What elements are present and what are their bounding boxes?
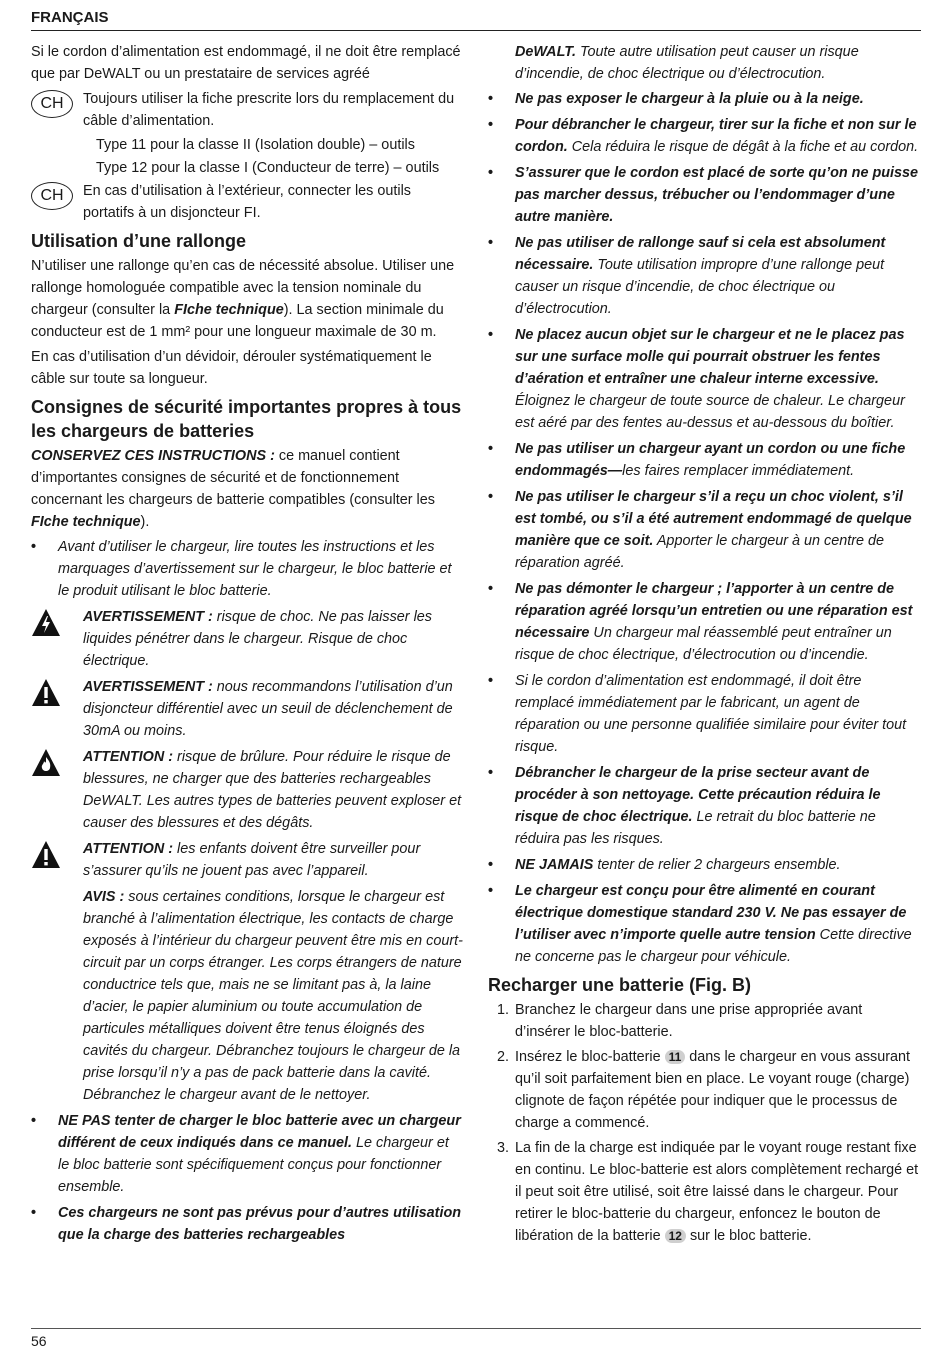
list-item: • NE JAMAIS tenter de relier 2 chargeurs ensemble. (488, 857, 841, 873)
safety-list-left-2 (31, 1110, 463, 1246)
list-item: • Ne pas utiliser de rallonge sauf si cela est absolument nécessaire. Toute utilisation impropre d’une rallonge peut causer un risque d’incendie, de choc électrique ou d’électrocution. (488, 235, 886, 317)
type11-line: Type 11 pour la classe II (Isolation double) – outils (96, 137, 415, 153)
list-item: • Ne pas démonter le chargeur ; l’apporter à un centre de réparation agréé lorsqu’un entretien ou une réparation est nécessaire Un chargeur mal réassemblé peut entraîner un risque de choc électrique, d’électrocution ou d’incendie. (488, 581, 913, 663)
language-label: FRANÇAIS (31, 9, 109, 26)
list-item: • Ne pas exposer le chargeur à la pluie ou à la neige. (488, 91, 864, 107)
electric-shock-warning-icon (31, 608, 61, 638)
heading-rallonge: Utilisation d’une rallonge (31, 231, 247, 251)
warning-triangle-icon (31, 840, 61, 870)
warning-rcd: AVERTISSEMENT : nous recommandons l’utilisation d’un disjoncteur différentiel avec un seuil de déclenchement de 30mA ou moins. (31, 676, 463, 742)
fiche-technique-ref: FIche technique (174, 302, 284, 318)
release-button-ref-badge: 12 (665, 1229, 686, 1243)
warning-shock: AVERTISSEMENT : risque de choc. Ne pas laisser les liquides pénétrer dans le chargeur. Risque de choc électrique. (31, 606, 463, 672)
warning-burn: ATTENTION : risque de brûlure. Pour réduire le risque de blessures, ne charger que des batteries rechargeables DeWALT. Les autres types de batteries peuvent exploser et causer des blessures et des dégâts. (31, 746, 463, 834)
heading-consignes: Consignes de sécurité importantes propres à tous les chargeurs de batteries (31, 397, 462, 441)
page-footer (31, 1328, 921, 1349)
left-column (31, 41, 463, 1250)
list-item: • Avant d’utiliser le chargeur, lire toutes les instructions et les marquages d’avertissement sur le chargeur, le bloc batterie et le produit utilisant le bloc batterie. (31, 539, 452, 599)
rallonge-paragraph: N’utiliser une rallonge qu’en cas de nécessité absolue. Utiliser une rallonge homologuée compatible avec la tension nominale du chargeur (consulter la FIche technique). La section minimale du conducteur est de 1 mm² pour une longueur maximale de 30 m. (31, 258, 455, 340)
heading-recharger: Recharger une batterie (Fig. B) (488, 975, 752, 995)
ch-note-text: Toujours utiliser la fiche prescrite lors du remplacement du câble d’alimentation. (83, 91, 455, 129)
ch-badge-icon: CH (31, 90, 73, 118)
list-item: 3. La fin de la charge est indiquée par le voyant rouge restant fixe en continu. Le bloc-batterie est alors complètement rechargé et il peut soit être utilisé, soit être laissé dans le chargeur. Pour retirer le bloc-batterie du chargeur, enfoncez le bouton de libération de la batterie 12 sur le bloc batterie. (497, 1140, 919, 1244)
page-number: 56 (31, 1333, 47, 1349)
battery-ref-badge: 11 (665, 1050, 686, 1064)
fiche-technique-ref: FIche technique (31, 514, 141, 530)
list-item: • Si le cordon d’alimentation est endommagé, il doit être remplacé immédiatement par le fabricant, un agent de réparation ou une personne qualifiée similaire pour éviter tout risque. (488, 673, 907, 755)
list-item: • Ces chargeurs ne sont pas prévus pour d’autres utilisation que la charge des batteries rechargeables (31, 1205, 462, 1243)
list-item: 2. Insérez le bloc-batterie 11 dans le chargeur en vous assurant qu’il soit parfaitement bien en place. Le voyant rouge (charge) clignote de façon répétée pour indiquer que le processus de charge a commencé. (497, 1049, 911, 1131)
list-item: 1. Branchez le chargeur dans une prise appropriée avant d’insérer le bloc-batterie. (497, 1002, 863, 1040)
cord-paragraph: Si le cordon d’alimentation est endommagé, il ne doit être remplacé que par DeWALT ou un prestataire de services agréé (31, 44, 461, 82)
list-item: • Débrancher le chargeur de la prise secteur avant de procéder à son nettoyage. Cette précaution réduira le risque de choc électrique. Le retrait du bloc batterie ne réduira pas les risques. (488, 765, 881, 847)
list-item: • Ne pas utiliser le chargeur s’il a reçu un choc violent, s’il est tombé, ou s’il a été autrement endommagé de quelque manière que ce soit. Apporter le chargeur à un centre de réparation agréé. (488, 489, 912, 571)
charging-steps (488, 999, 920, 1247)
list-item: • Le chargeur est conçu pour être alimenté en courant électrique domestique standard 230 V. Ne pas essayer de l’utiliser avec n’importe quelle autre tension Cette directive ne concerne pas le chargeur pour véhicule. (488, 883, 912, 965)
list-item: • NE PAS tenter de charger le bloc batterie avec un chargeur différent de ceux indiqués dans ce manuel. Le chargeur et le bloc batterie sont spécifiquement conçus pour fonctionner ensemble. (31, 1113, 461, 1195)
type12-line: Type 12 pour la classe I (Conducteur de terre) – outils (96, 160, 440, 176)
safety-list-left (31, 536, 463, 602)
ch-note-plug (31, 88, 463, 132)
ch-note-text: En cas d’utilisation à l’extérieur, connecter les outils portatifs à un disjoncteur FI. (83, 183, 411, 221)
list-item: • S’assurer que le cordon est placé de sorte qu’on ne puisse pas marcher dessus, trébucher ou l’endommager d’une autre manière. (488, 165, 919, 225)
list-item: • Ne pas utiliser un chargeur ayant un cordon ou une fiche endommagés—les faires remplacer immédiatement. (488, 441, 906, 479)
warning-children: ATTENTION : les enfants doivent être surveiller pour s’assurer qu’ils ne jouent pas avec l’appareil. (31, 838, 463, 882)
list-item: • Pour débrancher le chargeur, tirer sur la fiche et non sur le cordon. Cela réduira le risque de dégât à la fiche et au cordon. (488, 117, 919, 155)
ch-badge-icon: CH (31, 182, 73, 210)
page-header (31, 8, 921, 31)
ch-note-outdoor (31, 180, 463, 224)
devidoir-paragraph: En cas d’utilisation d’un dévidoir, dérouler systématiquement le câble sur toute sa longueur. (31, 349, 432, 387)
fire-warning-icon (31, 748, 61, 778)
conservez-paragraph: CONSERVEZ CES INSTRUCTIONS : ce manuel contient d’importantes consignes de sécurité et de fonctionnement concernant les chargeurs de batterie compatibles (consulter les FIche technique). (31, 448, 435, 530)
right-column (488, 41, 920, 1250)
continued-text: DeWALT. Toute autre utilisation peut causer un risque d’incendie, de choc électrique ou d’électrocution. (515, 44, 859, 82)
warning-triangle-icon (31, 678, 61, 708)
safety-list-right (488, 88, 920, 968)
list-item: • Ne placez aucun objet sur le chargeur et ne le placez pas sur une surface molle qui pourrait obstruer les fentes d’aération et entraîner une chaleur interne excessive. Éloignez le chargeur de toute source de chaleur. Le chargeur est aéré par des fentes au-dessus et au-dessous du boîtier. (488, 327, 905, 431)
avis-notice: AVIS : sous certaines conditions, lorsque le chargeur est branché à l’alimentation électrique, les contacts de charge exposés à l’intérieur du chargeur peuvent être mis en court-circuit par un corps étranger. Les corps étrangers de nature conductrice tels que, mais ne se limitant pas à, la laine d’acier, le papier aluminium ou toute accumulation de particules métalliques doivent être tenus éloignés des cavités du chargeur. Débranchez toujours le chargeur de la prise lorsqu’il n’y a pas de pack batterie dans la cavité. Débranchez le chargeur avant de le nettoyer. (83, 889, 463, 1103)
